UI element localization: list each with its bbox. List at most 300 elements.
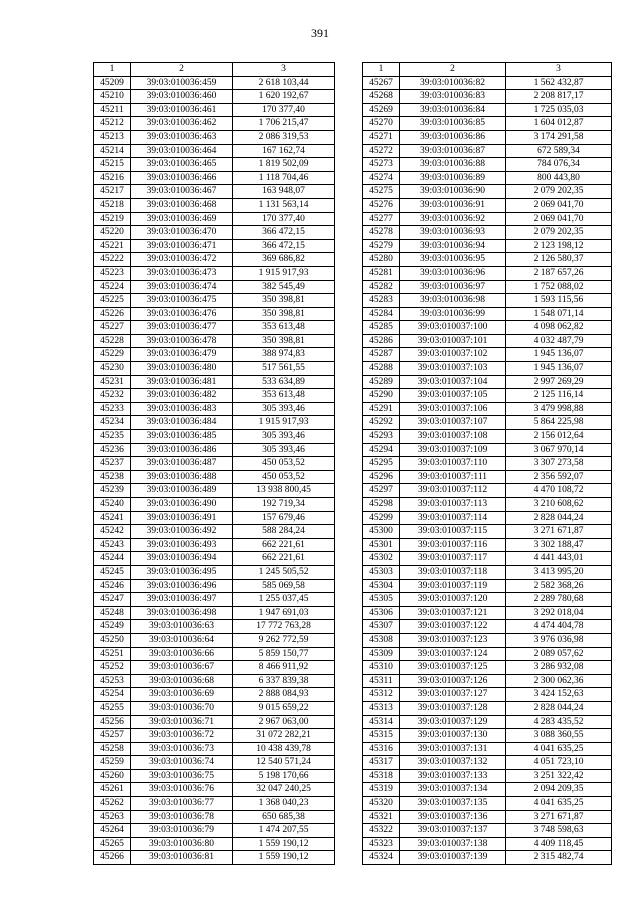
table-row	[94, 375, 335, 389]
cell-cadastral-number: 39:03:010036:92	[400, 212, 506, 226]
cell-row-number: 45265	[94, 837, 131, 851]
table-row	[363, 742, 612, 756]
cell-cadastral-number: 39:03:010036:67	[131, 661, 233, 675]
table-row	[363, 307, 612, 321]
cell-value: 2 888 084,93	[233, 688, 335, 702]
cell-row-number: 45267	[363, 76, 400, 90]
cell-value: 3 413 995,20	[506, 565, 612, 579]
cell-value: 2 187 657,26	[506, 266, 612, 280]
cell-value: 305 393,46	[233, 443, 335, 457]
table-row	[363, 470, 612, 484]
column-header-value: 3	[506, 63, 612, 77]
table-row	[363, 810, 612, 824]
table-row	[94, 851, 335, 865]
cell-row-number: 45303	[363, 565, 400, 579]
table-header-row	[94, 63, 335, 77]
cell-row-number: 45262	[94, 797, 131, 811]
table-row	[94, 90, 335, 104]
cell-value: 662 221,61	[233, 538, 335, 552]
cell-cadastral-number: 39:03:010037:118	[400, 565, 506, 579]
cell-cadastral-number: 39:03:010037:127	[400, 688, 506, 702]
cell-value: 2 618 103,44	[233, 76, 335, 90]
cell-row-number: 45296	[363, 470, 400, 484]
cell-row-number: 45304	[363, 579, 400, 593]
cell-value: 10 438 439,78	[233, 742, 335, 756]
cell-cadastral-number: 39:03:010037:113	[400, 498, 506, 512]
cell-row-number: 45277	[363, 212, 400, 226]
cell-value: 1 548 071,14	[506, 307, 612, 321]
cell-value: 4 051 723,10	[506, 756, 612, 770]
cell-value: 350 398,81	[233, 334, 335, 348]
cell-row-number: 45290	[363, 389, 400, 403]
cell-value: 167 162,74	[233, 144, 335, 158]
table-row	[363, 239, 612, 253]
cell-row-number: 45299	[363, 511, 400, 525]
table-row	[363, 198, 612, 212]
cell-cadastral-number: 39:03:010036:469	[131, 212, 233, 226]
cell-row-number: 45233	[94, 402, 131, 416]
cell-cadastral-number: 39:03:010036:470	[131, 226, 233, 240]
cell-row-number: 45297	[363, 484, 400, 498]
cell-row-number: 45212	[94, 117, 131, 131]
table-row	[94, 525, 335, 539]
cell-row-number: 45295	[363, 457, 400, 471]
table-row	[363, 593, 612, 607]
cell-cadastral-number: 39:03:010037:101	[400, 334, 506, 348]
cell-row-number: 45317	[363, 756, 400, 770]
table-row	[94, 511, 335, 525]
cell-cadastral-number: 39:03:010036:478	[131, 334, 233, 348]
cell-row-number: 45319	[363, 783, 400, 797]
cell-row-number: 45229	[94, 348, 131, 362]
cell-cadastral-number: 39:03:010036:477	[131, 321, 233, 335]
cell-cadastral-number: 39:03:010036:489	[131, 484, 233, 498]
cell-cadastral-number: 39:03:010037:131	[400, 742, 506, 756]
cell-cadastral-number: 39:03:010036:89	[400, 171, 506, 185]
cell-value: 1 752 088,02	[506, 280, 612, 294]
table-row	[363, 837, 612, 851]
cell-cadastral-number: 39:03:010036:490	[131, 498, 233, 512]
table-row	[94, 130, 335, 144]
cell-cadastral-number: 39:03:010036:82	[400, 76, 506, 90]
cell-cadastral-number: 39:03:010037:135	[400, 797, 506, 811]
table-row	[94, 593, 335, 607]
cell-cadastral-number: 39:03:010036:467	[131, 185, 233, 199]
cell-value: 192 719,34	[233, 498, 335, 512]
cell-row-number: 45261	[94, 783, 131, 797]
cell-row-number: 45306	[363, 606, 400, 620]
cell-cadastral-number: 39:03:010036:72	[131, 729, 233, 743]
cell-value: 1 474 207,55	[233, 824, 335, 838]
cell-cadastral-number: 39:03:010037:109	[400, 443, 506, 457]
cell-value: 170 377,40	[233, 103, 335, 117]
cell-row-number: 45213	[94, 130, 131, 144]
table-row	[363, 457, 612, 471]
cell-cadastral-number: 39:03:010036:75	[131, 769, 233, 783]
table-row	[363, 511, 612, 525]
cell-value: 1 725 035,03	[506, 103, 612, 117]
table-row	[94, 348, 335, 362]
table-row	[363, 443, 612, 457]
cell-value: 1 559 190,12	[233, 851, 335, 865]
cell-value: 5 859 150,77	[233, 647, 335, 661]
cell-row-number: 45215	[94, 158, 131, 172]
table-row	[363, 783, 612, 797]
cell-row-number: 45234	[94, 416, 131, 430]
table-row	[363, 158, 612, 172]
cell-row-number: 45316	[363, 742, 400, 756]
cell-value: 4 470 108,72	[506, 484, 612, 498]
cell-value: 369 686,82	[233, 253, 335, 267]
cell-row-number: 45321	[363, 810, 400, 824]
cell-cadastral-number: 39:03:010036:88	[400, 158, 506, 172]
cell-row-number: 45308	[363, 633, 400, 647]
cell-value: 2 208 817,17	[506, 90, 612, 104]
cell-value: 4 441 443,01	[506, 552, 612, 566]
cell-value: 4 041 635,25	[506, 742, 612, 756]
cell-cadastral-number: 39:03:010037:138	[400, 837, 506, 851]
table-row	[94, 579, 335, 593]
cell-cadastral-number: 39:03:010036:476	[131, 307, 233, 321]
table-row	[363, 797, 612, 811]
cell-row-number: 45225	[94, 294, 131, 308]
cell-row-number: 45278	[363, 226, 400, 240]
cell-cadastral-number: 39:03:010036:80	[131, 837, 233, 851]
table-row	[94, 266, 335, 280]
table-row	[94, 158, 335, 172]
cell-row-number: 45253	[94, 674, 131, 688]
table-row	[363, 294, 612, 308]
cell-row-number: 45226	[94, 307, 131, 321]
cell-row-number: 45291	[363, 402, 400, 416]
table-row	[363, 226, 612, 240]
cell-value: 2 126 580,37	[506, 253, 612, 267]
table-row	[363, 171, 612, 185]
cell-value: 3 067 970,14	[506, 443, 612, 457]
table-row	[94, 810, 335, 824]
cell-row-number: 45231	[94, 375, 131, 389]
table-row	[94, 742, 335, 756]
table-row	[363, 334, 612, 348]
cell-value: 672 589,34	[506, 144, 612, 158]
table-row	[363, 661, 612, 675]
cell-row-number: 45282	[363, 280, 400, 294]
cell-value: 1 947 691,03	[233, 606, 335, 620]
cell-value: 3 292 018,04	[506, 606, 612, 620]
cell-row-number: 45279	[363, 239, 400, 253]
cell-cadastral-number: 39:03:010036:68	[131, 674, 233, 688]
cell-row-number: 45313	[363, 701, 400, 715]
cell-row-number: 45223	[94, 266, 131, 280]
table-row	[94, 294, 335, 308]
cell-value: 6 337 839,38	[233, 674, 335, 688]
cell-row-number: 45214	[94, 144, 131, 158]
cell-row-number: 45252	[94, 661, 131, 675]
cell-value: 2 089 057,62	[506, 647, 612, 661]
cell-row-number: 45284	[363, 307, 400, 321]
table-row	[94, 498, 335, 512]
cell-row-number: 45247	[94, 593, 131, 607]
cell-value: 12 540 571,24	[233, 756, 335, 770]
cell-cadastral-number: 39:03:010037:134	[400, 783, 506, 797]
cell-cadastral-number: 39:03:010036:86	[400, 130, 506, 144]
cell-row-number: 45244	[94, 552, 131, 566]
table-row	[94, 837, 335, 851]
cell-cadastral-number: 39:03:010037:103	[400, 362, 506, 376]
cell-value: 3 976 036,98	[506, 633, 612, 647]
table-row	[94, 198, 335, 212]
cell-cadastral-number: 39:03:010037:111	[400, 470, 506, 484]
cell-cadastral-number: 39:03:010037:133	[400, 769, 506, 783]
cell-row-number: 45242	[94, 525, 131, 539]
cell-value: 305 393,46	[233, 402, 335, 416]
cell-cadastral-number: 39:03:010037:116	[400, 538, 506, 552]
cell-row-number: 45269	[363, 103, 400, 117]
data-table-right	[362, 62, 612, 865]
cell-value: 588 284,24	[233, 525, 335, 539]
cell-value: 3 286 932,08	[506, 661, 612, 675]
cell-cadastral-number: 39:03:010036:63	[131, 620, 233, 634]
cell-row-number: 45289	[363, 375, 400, 389]
cell-row-number: 45294	[363, 443, 400, 457]
cell-value: 2 069 041,70	[506, 212, 612, 226]
cell-value: 17 772 763,28	[233, 620, 335, 634]
table-row	[94, 457, 335, 471]
column-header-cadastral-number: 2	[131, 63, 233, 77]
cell-row-number: 45237	[94, 457, 131, 471]
page-number: 391	[311, 26, 329, 40]
cell-value: 517 561,55	[233, 362, 335, 376]
table-row	[94, 307, 335, 321]
cell-value: 350 398,81	[233, 307, 335, 321]
cell-row-number: 45218	[94, 198, 131, 212]
table-row	[94, 321, 335, 335]
cell-value: 2 289 780,68	[506, 593, 612, 607]
cell-value: 2 123 198,12	[506, 239, 612, 253]
cell-cadastral-number: 39:03:010036:70	[131, 701, 233, 715]
cell-cadastral-number: 39:03:010037:136	[400, 810, 506, 824]
cell-cadastral-number: 39:03:010036:96	[400, 266, 506, 280]
cell-value: 5 864 225,98	[506, 416, 612, 430]
cell-value: 2 079 202,35	[506, 185, 612, 199]
table-row	[94, 647, 335, 661]
cell-value: 2 315 482,74	[506, 851, 612, 865]
cell-value: 1 604 012,87	[506, 117, 612, 131]
table-row	[94, 430, 335, 444]
cell-cadastral-number: 39:03:010037:112	[400, 484, 506, 498]
table-row	[363, 321, 612, 335]
cell-row-number: 45260	[94, 769, 131, 783]
cell-value: 533 634,89	[233, 375, 335, 389]
cell-cadastral-number: 39:03:010036:87	[400, 144, 506, 158]
cell-value: 1 620 192,67	[233, 90, 335, 104]
table-row	[94, 783, 335, 797]
cell-row-number: 45302	[363, 552, 400, 566]
table-row	[363, 824, 612, 838]
cell-cadastral-number: 39:03:010036:99	[400, 307, 506, 321]
cell-cadastral-number: 39:03:010036:76	[131, 783, 233, 797]
cell-cadastral-number: 39:03:010036:468	[131, 198, 233, 212]
table-row	[94, 76, 335, 90]
cell-cadastral-number: 39:03:010036:77	[131, 797, 233, 811]
cell-cadastral-number: 39:03:010036:484	[131, 416, 233, 430]
cell-cadastral-number: 39:03:010036:94	[400, 239, 506, 253]
cell-value: 1 131 563,14	[233, 198, 335, 212]
cell-value: 2 086 319,53	[233, 130, 335, 144]
table-row	[94, 389, 335, 403]
cell-row-number: 45276	[363, 198, 400, 212]
cell-row-number: 45323	[363, 837, 400, 851]
cell-value: 1 706 215,47	[233, 117, 335, 131]
table-row	[363, 484, 612, 498]
cell-cadastral-number: 39:03:010036:461	[131, 103, 233, 117]
cell-value: 9 015 659,22	[233, 701, 335, 715]
cell-cadastral-number: 39:03:010036:91	[400, 198, 506, 212]
cell-cadastral-number: 39:03:010036:84	[400, 103, 506, 117]
table-row	[94, 117, 335, 131]
cell-row-number: 45318	[363, 769, 400, 783]
cell-cadastral-number: 39:03:010036:466	[131, 171, 233, 185]
cell-value: 1 559 190,12	[233, 837, 335, 851]
cell-cadastral-number: 39:03:010037:128	[400, 701, 506, 715]
cell-row-number: 45322	[363, 824, 400, 838]
cell-value: 5 198 170,66	[233, 769, 335, 783]
cell-value: 650 685,38	[233, 810, 335, 824]
cell-value: 2 828 044,24	[506, 511, 612, 525]
cell-cadastral-number: 39:03:010037:137	[400, 824, 506, 838]
table-row	[94, 729, 335, 743]
table-row	[94, 470, 335, 484]
cell-row-number: 45254	[94, 688, 131, 702]
cell-value: 450 053,52	[233, 457, 335, 471]
table-row	[363, 674, 612, 688]
table-row	[94, 715, 335, 729]
cell-cadastral-number: 39:03:010036:90	[400, 185, 506, 199]
cell-value: 800 443,80	[506, 171, 612, 185]
table-row	[94, 552, 335, 566]
column-header-number: 1	[363, 63, 400, 77]
table-row	[363, 348, 612, 362]
table-row	[363, 715, 612, 729]
table-row	[94, 797, 335, 811]
table-row	[363, 525, 612, 539]
cell-row-number: 45324	[363, 851, 400, 865]
cell-cadastral-number: 39:03:010036:98	[400, 294, 506, 308]
cell-cadastral-number: 39:03:010036:81	[131, 851, 233, 865]
cell-row-number: 45271	[363, 130, 400, 144]
cell-value: 170 377,40	[233, 212, 335, 226]
table-row	[363, 756, 612, 770]
cell-cadastral-number: 39:03:010036:460	[131, 90, 233, 104]
cell-cadastral-number: 39:03:010037:105	[400, 389, 506, 403]
cell-row-number: 45292	[363, 416, 400, 430]
cell-value: 3 271 671,87	[506, 525, 612, 539]
cell-cadastral-number: 39:03:010036:474	[131, 280, 233, 294]
cell-cadastral-number: 39:03:010037:115	[400, 525, 506, 539]
cell-cadastral-number: 39:03:010036:79	[131, 824, 233, 838]
cell-cadastral-number: 39:03:010036:487	[131, 457, 233, 471]
cell-row-number: 45241	[94, 511, 131, 525]
cell-cadastral-number: 39:03:010037:121	[400, 606, 506, 620]
cell-row-number: 45266	[94, 851, 131, 865]
cell-value: 450 053,52	[233, 470, 335, 484]
cell-row-number: 45228	[94, 334, 131, 348]
cell-row-number: 45312	[363, 688, 400, 702]
cell-cadastral-number: 39:03:010036:74	[131, 756, 233, 770]
table-row	[94, 144, 335, 158]
table-row	[363, 362, 612, 376]
cell-value: 305 393,46	[233, 430, 335, 444]
table-row	[94, 334, 335, 348]
cell-value: 1 368 040,23	[233, 797, 335, 811]
cell-value: 4 283 435,52	[506, 715, 612, 729]
cell-value: 4 409 118,45	[506, 837, 612, 851]
cell-cadastral-number: 39:03:010036:69	[131, 688, 233, 702]
cell-value: 1 118 704,46	[233, 171, 335, 185]
cell-cadastral-number: 39:03:010037:108	[400, 430, 506, 444]
cell-row-number: 45216	[94, 171, 131, 185]
cell-cadastral-number: 39:03:010037:124	[400, 647, 506, 661]
cell-cadastral-number: 39:03:010037:114	[400, 511, 506, 525]
cell-cadastral-number: 39:03:010036:479	[131, 348, 233, 362]
cell-row-number: 45300	[363, 525, 400, 539]
table-row	[363, 117, 612, 131]
cell-cadastral-number: 39:03:010036:66	[131, 647, 233, 661]
table-row	[363, 416, 612, 430]
table-row	[94, 484, 335, 498]
table-row	[363, 103, 612, 117]
cell-row-number: 45301	[363, 538, 400, 552]
table-row	[363, 185, 612, 199]
cell-cadastral-number: 39:03:010036:497	[131, 593, 233, 607]
cell-value: 4 474 404,78	[506, 620, 612, 634]
cell-value: 2 967 063,00	[233, 715, 335, 729]
cell-value: 2 069 041,70	[506, 198, 612, 212]
cell-row-number: 45224	[94, 280, 131, 294]
cell-cadastral-number: 39:03:010036:459	[131, 76, 233, 90]
cell-value: 3 271 671,87	[506, 810, 612, 824]
cell-value: 3 210 608,62	[506, 498, 612, 512]
cell-value: 4 032 487,79	[506, 334, 612, 348]
cell-value: 32 047 240,25	[233, 783, 335, 797]
data-table-left	[93, 62, 335, 865]
table-row	[94, 239, 335, 253]
table-row	[363, 769, 612, 783]
cell-row-number: 45248	[94, 606, 131, 620]
cell-row-number: 45293	[363, 430, 400, 444]
cell-value: 157 679,46	[233, 511, 335, 525]
table-row	[94, 606, 335, 620]
cell-value: 784 076,34	[506, 158, 612, 172]
cell-row-number: 45268	[363, 90, 400, 104]
cell-row-number: 45235	[94, 430, 131, 444]
cell-row-number: 45220	[94, 226, 131, 240]
cell-value: 2 997 269,29	[506, 375, 612, 389]
cell-value: 2 156 012,64	[506, 430, 612, 444]
cell-value: 13 938 800,45	[233, 484, 335, 498]
cell-row-number: 45245	[94, 565, 131, 579]
cell-cadastral-number: 39:03:010037:125	[400, 661, 506, 675]
cell-value: 1 945 136,07	[506, 362, 612, 376]
column-header-value: 3	[233, 63, 335, 77]
cell-value: 350 398,81	[233, 294, 335, 308]
cell-value: 2 300 062,36	[506, 674, 612, 688]
cell-value: 353 613,48	[233, 321, 335, 335]
cell-value: 1 255 037,45	[233, 593, 335, 607]
cell-cadastral-number: 39:03:010036:475	[131, 294, 233, 308]
cell-value: 2 079 202,35	[506, 226, 612, 240]
table-row	[363, 90, 612, 104]
